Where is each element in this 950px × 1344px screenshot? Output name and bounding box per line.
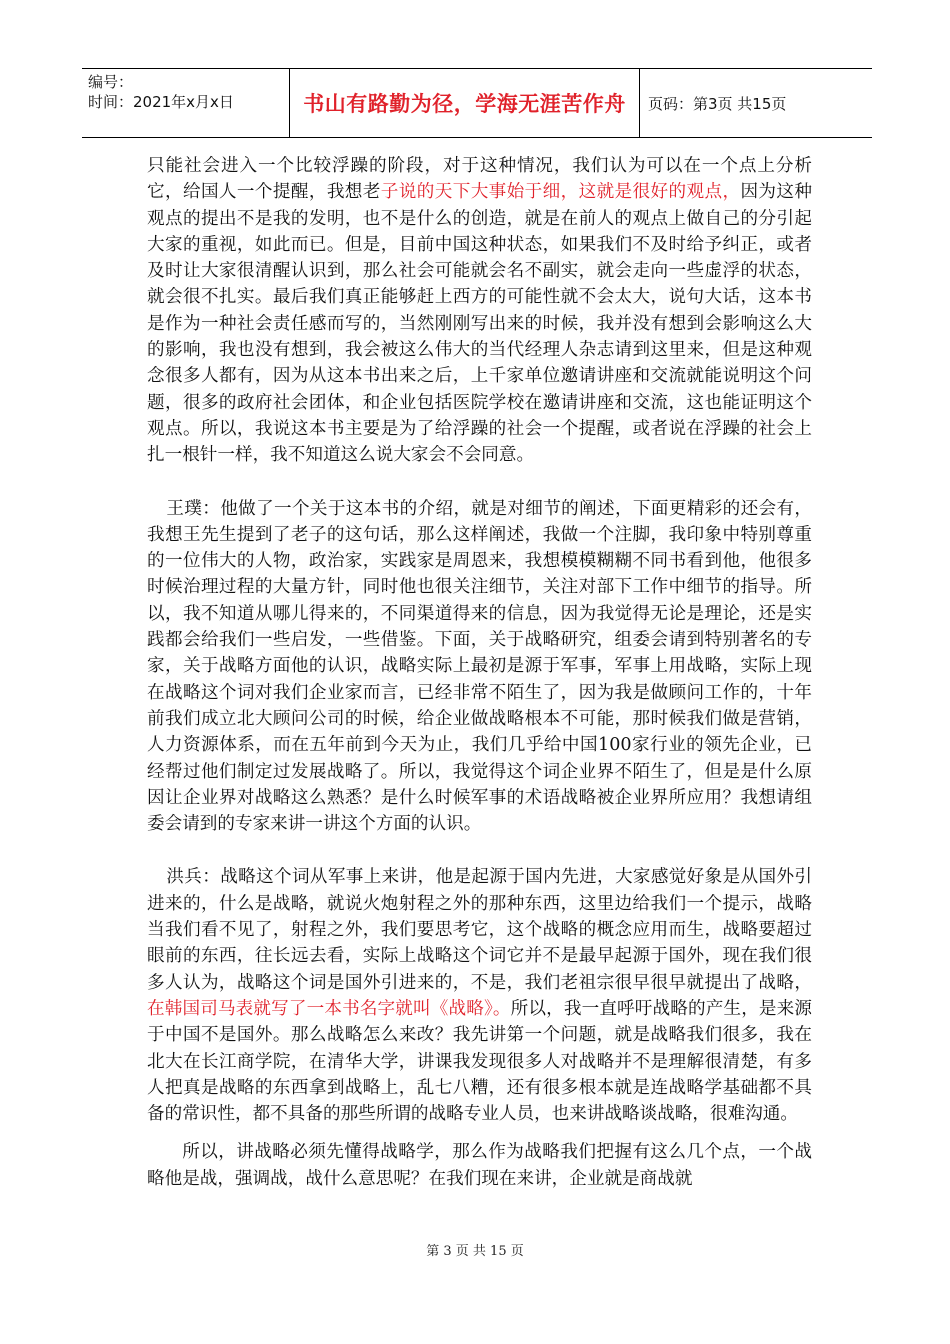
paragraph-3 xyxy=(147,864,812,1127)
paragraph-text: 洪兵：战略这个词从军事上来讲，他是起源于国内先进，大家感觉好象是从国外引进来的，什么是战略，就说火炮射程之外的那种东西，这里边给我们一个提示，战略当我们看不见了，射程之外，我们要思考它，这个战略的概念应用而生，战略要超过眼前的东西，往长远去看，实际上战略这个词它并不是最早起源于国外，现在我们很多人认为，战略这个词是国外引进来的，不是，我们老祖宗很早很早就提出了战略， xyxy=(147,867,812,993)
paragraph-text: 因为这种观点的提出不是我的发明，也不是什么的创造，就是在前人的观点上做自己的分引起大家的重视，如此而已。但是，目前中国这种状态，如果我们不及时给予纠正，或者及时让大家很清醒认识到，那么社会可能就会名不副实，就会走向一些虚浮的状态，就会很不扎实。最后我们真正能够赶上西方的可能性就不会太大，说句大话，这本书是作为一种社会责任感而写的，当然刚刚写出来的时候，我并没有想到会影响这么大的影响，我也没有想到，我会被这么伟大的当代经理人杂志请到这里来，但是这种观念很多人都有，因为从这本书出来之后，上千家单位邀请讲座和交流就能说明这个问题，很多的政府社会团体，和企业包括医院学校在邀请讲座和交流，这也能证明这个观点。所以，我说这本书主要是为了给浮躁的社会一个提醒，或者说在浮躁的社会上扎一根针一样，我不知道这么说大家会不会同意。 xyxy=(147,182,812,466)
paragraph-text: 所以，我一直呼吁战略的产生，是来源于中国不是国外。那么战略怎么来改？我先讲第一个问题，就是战略我们很多，我在北大在长江商学院，在清华大学，讲课我发现很多人对战略并不是理解很清楚，有多人把真是战略的东西拿到战略上，乱七八糟，还有很多根本就是连战略学基础都不具备的常识性，都不具备的那些所谓的战略专业人员，也来讲战略谈战略，很难沟通。 xyxy=(147,998,812,1125)
time-label: 时间：2021年x月x日 xyxy=(88,93,234,111)
document-body xyxy=(147,153,812,1192)
number-label: 编号： xyxy=(88,73,134,91)
page-header xyxy=(82,68,872,138)
highlighted-text: 子说的天下大事始于细，这就是很好的观点， xyxy=(380,182,741,203)
paragraph-text: 只能社会进入一个比较浮躁的阶段，对于这种情况，我们认为可以在一个点上分析它，给国人一个提醒，我想老 xyxy=(147,156,812,203)
header-meta xyxy=(82,69,290,137)
paragraph-text: 所以，讲战略必须先懂得战略学，那么作为战略我们把握有这么几个点，一个战略他是战，强调战，战什么意思呢？在我们现在来讲，企业就是商战就 xyxy=(147,1142,812,1189)
header-motto: 书山有路勤为径，学海无涯苦作舟 xyxy=(290,69,640,137)
header-page-info: 页码：第3页 共15页 xyxy=(648,94,787,113)
page-footer: 第 3 页 共 15 页 xyxy=(426,1244,524,1259)
paragraph-2 xyxy=(147,496,812,838)
paragraph-1 xyxy=(147,153,812,469)
paragraph-text: 王璞：他做了一个关于这本书的介绍，就是对细节的阐述，下面更精彩的还会有，我想王先生提到了老子的这句话，那么这样阐述，我做一个注脚，我印象中特别尊重的一位伟大的人物，政治家，实践家是周恩来，我想模模糊糊不同书看到他，他很多时候治理过程的大量方针，同时他也很关注细节，关注对部下工作中细节的指导。所以，我不知道从哪儿得来的，不同渠道得来的信息，因为我觉得无论是理论，还是实践都会给我们一些启发，一些借鉴。下面，关于战略研究，组委会请到特别著名的专家，关于战略方面他的认识，战略实际上最初是源于军事，军事上用战略，实际上现在战略这个词对我们企业家而言，已经非常不陌生了，因为我是做顾问工作的，十年前我们成立北大顾问公司的时候，给企业做战略根本不可能，那时候我们做是营销，人力资源体系，而在五年前到今天为止，我们几乎给中国100家行业的领先企业，已经帮过他们制定过发展战略了。所以，我觉得这个词企业界不陌生了，但是是什么原因让企业界对战略这么熟悉？是什么时候军事的术语战略被企业界所应用？我想请组委会请到的专家来讲一讲这个方面的认识。 xyxy=(147,498,812,835)
paragraph-4 xyxy=(147,1139,812,1192)
highlighted-text: 在韩国司马表就写了一本书名字就叫《战略》。 xyxy=(147,998,511,1019)
